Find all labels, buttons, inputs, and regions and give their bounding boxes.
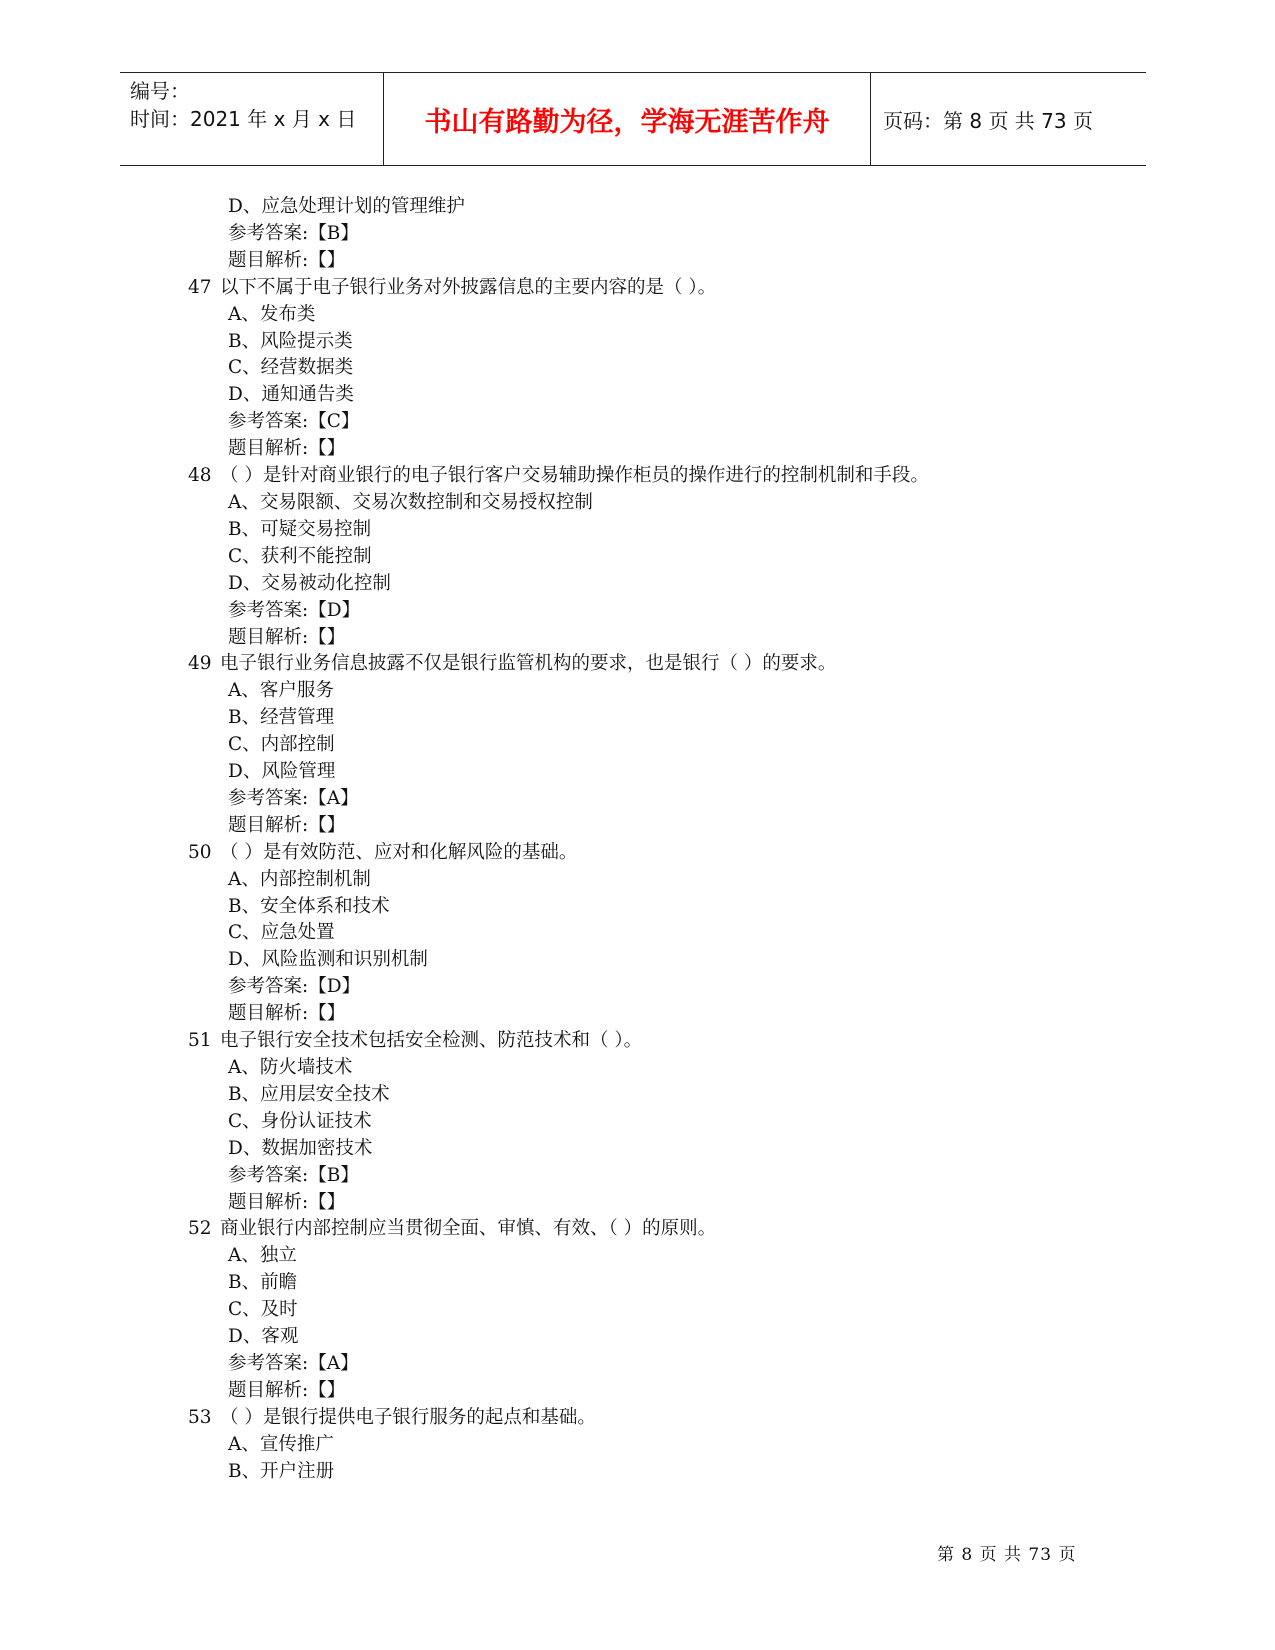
question-line [188, 1216, 1148, 1243]
page-header [120, 72, 1146, 166]
header-motto: 书山有路勤为径，学海无涯苦作舟 [383, 73, 871, 165]
question-line [188, 463, 1148, 490]
option-line: A、独立 [228, 1245, 297, 1267]
question-text: 商业银行内部控制应当贯彻全面、审慎、有效、（ ）的原则。 [220, 1218, 717, 1240]
question-block [188, 651, 1148, 839]
option-line: C、内部控制 [228, 734, 335, 756]
question-text: （ ）是银行提供电子银行服务的起点和基础。 [220, 1406, 596, 1428]
option-line: B、前瞻 [228, 1272, 298, 1294]
analysis-line: 题目解析:【】 [228, 438, 346, 460]
question-number: 50 [188, 841, 212, 863]
question-block [188, 1028, 1148, 1216]
question-text: （ ）是针对商业银行的电子银行客户交易辅助操作柜员的操作进行的控制机制和手段。 [220, 465, 929, 487]
question-line [188, 1405, 1148, 1432]
analysis-line: 题目解析:【】 [228, 1003, 346, 1025]
option-line: A、交易限额、交易次数控制和交易授权控制 [228, 491, 593, 513]
option-line: B、开户注册 [228, 1460, 335, 1482]
question-block [188, 840, 1148, 1028]
header-page-label: 页码：第 8 页 共 73 页 [883, 108, 1093, 133]
question-block [188, 1216, 1148, 1404]
question-number: 47 [188, 276, 212, 298]
option-line: A、客户服务 [228, 680, 334, 702]
option-line: D、风险管理 [228, 761, 336, 783]
page-footer: 第 8 页 共 73 页 [937, 1545, 1077, 1565]
option-line: A、发布类 [228, 303, 316, 325]
answer-line: 参考答案:【D】 [228, 599, 361, 621]
option-line: C、应急处置 [228, 922, 335, 944]
option-line: D、交易被动化控制 [228, 572, 391, 594]
question-text: 电子银行安全技术包括安全检测、防范技术和（ ）。 [220, 1030, 643, 1052]
option-line: B、风险提示类 [228, 330, 353, 352]
option-line: B、安全体系和技术 [228, 895, 390, 917]
question-text: 电子银行业务信息披露不仅是银行监管机构的要求，也是银行（ ）的要求。 [220, 653, 837, 675]
lead-answer-line: 参考答案:【B】 [228, 222, 359, 244]
question-number: 48 [188, 465, 212, 487]
option-line: C、及时 [228, 1299, 298, 1321]
answer-line: 参考答案:【A】 [228, 787, 359, 809]
question-number: 51 [188, 1030, 212, 1052]
document-number-label: 编号： [130, 79, 190, 103]
option-line: A、防火墙技术 [228, 1057, 353, 1078]
option-line: D、通知通告类 [228, 384, 354, 406]
analysis-line: 题目解析:【】 [228, 1191, 346, 1213]
question-text: （ ）是有效防范、应对和化解风险的基础。 [220, 841, 578, 863]
option-line: C、身份认证技术 [228, 1110, 372, 1132]
question-list [188, 194, 1148, 1486]
option-line: A、内部控制机制 [228, 868, 371, 890]
analysis-line: 题目解析:【】 [228, 626, 346, 648]
question-line [188, 1028, 1148, 1055]
option-line: C、经营数据类 [228, 357, 354, 379]
answer-line: 参考答案:【B】 [228, 1164, 359, 1186]
header-left-cell [120, 73, 383, 165]
document-time-label: 时间：2021 年 x 月 x 日 [130, 107, 357, 131]
option-line: D、风险监测和识别机制 [228, 949, 428, 971]
analysis-line: 题目解析:【】 [228, 814, 346, 836]
question-text: 以下不属于电子银行业务对外披露信息的主要内容的是（ ）。 [220, 276, 717, 298]
option-line: D、客观 [228, 1326, 299, 1348]
question-number: 49 [188, 653, 212, 675]
answer-line: 参考答案:【C】 [228, 411, 360, 433]
option-line: B、经营管理 [228, 707, 335, 729]
question-block [188, 1405, 1148, 1486]
question-line [188, 651, 1148, 678]
lead-analysis-line: 题目解析:【】 [228, 249, 346, 271]
answer-line: 参考答案:【A】 [228, 1352, 359, 1374]
option-line: D、数据加密技术 [228, 1137, 373, 1159]
lead-option-line: D、应急处理计划的管理维护 [228, 196, 465, 217]
question-number: 53 [188, 1406, 212, 1428]
question-block [188, 463, 1148, 651]
option-line: B、可疑交易控制 [228, 518, 372, 540]
option-line: C、获利不能控制 [228, 545, 372, 567]
answer-line: 参考答案:【D】 [228, 976, 361, 998]
option-line: A、宣传推广 [228, 1433, 334, 1455]
question-block [188, 275, 1148, 463]
lead-block [188, 194, 1148, 275]
option-line: B、应用层安全技术 [228, 1083, 390, 1105]
question-line [188, 840, 1148, 867]
analysis-line: 题目解析:【】 [228, 1379, 346, 1401]
question-number: 52 [188, 1218, 212, 1240]
question-line [188, 275, 1148, 302]
